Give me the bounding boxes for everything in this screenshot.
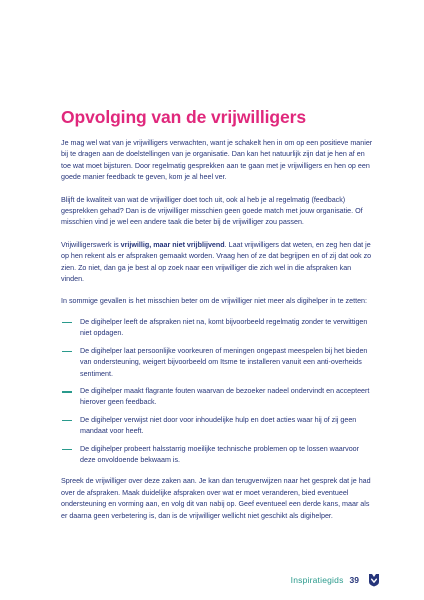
dash-bullet-icon <box>62 420 72 422</box>
list-item-text: De digihelper laat persoonlijke voorkeuren of meningen ongepast meespelen bij het bieden van ondersteuning, weigert bijvoorbeeld om Itsme te installeren vanuit een anti-overheids sentiment. <box>80 346 368 378</box>
brand-logo-icon <box>368 573 380 587</box>
list-item <box>61 444 375 467</box>
paragraph-voluntary-emphasis: vrijwillig, maar niet vrijblijvend <box>120 240 225 249</box>
page-title: Opvolging van de vrijwilligers <box>61 107 306 127</box>
document-body <box>61 106 375 533</box>
dash-bullet-icon <box>62 391 72 393</box>
paragraph-conclusion: Spreek de vrijwilliger over deze zaken aan. Je kan dan terugverwijzen naar het gesprek dat je had over de afspraken. Maak duidelijke afspraken over wat er moet veranderen, bied eventueel ondersteuning en vorming aan, en volg dit van nabij op. Geef eventueel een derde kans, maar als er daarna geen verbetering is, dan is de vrijwilliger wellicht niet geschikt als digihelper. <box>61 477 371 520</box>
paragraph-voluntary-post: . Laat vrijwilligers dat weten, en zeg hen dat je op hen rekent als er afspraken gemaakt worden. Vraag hen of ze dat begrijpen en of zij dat ook zo zien. Zo niet, dan ga je best al op zoek naar een vrijwilliger die zich wel in die afspraken kan vinden. <box>61 240 372 284</box>
paragraph-voluntary <box>61 240 375 286</box>
page-footer <box>291 572 380 588</box>
dash-bullet-icon <box>62 449 72 451</box>
list-item-text: De digihelper verwijst niet door voor inhoudelijke hulp en doet acties waar hij of zij geen mandaat voor heeft. <box>80 415 357 436</box>
footer-guide-label: Inspiratiegids <box>290 575 344 585</box>
bullet-list <box>61 317 375 466</box>
list-item-text: De digihelper probeert halsstarrig moeilijke technische problemen op te lossen waarvoor deze onvoldoende bekwaam is. <box>80 444 360 464</box>
paragraph-cases-intro: In sommige gevallen is het misschien beter om de vrijwilliger niet meer als digihelper in te zetten: <box>61 297 367 306</box>
list-item <box>61 415 375 438</box>
dash-bullet-icon <box>62 351 72 353</box>
paragraph-quality: Blijft de kwaliteit van wat de vrijwilliger doet toch uit, ook al heb je al regelmatig (feedback) gesprekken gehad? Dan is de vrijwilliger misschien geen goede match met jouw organisatie. Of misschien vind je wel een andere taak die beter bij de vrijwilliger zou passen. <box>61 195 363 227</box>
page-number: 39 <box>349 575 359 585</box>
list-item-text: De digihelper maakt flagrante fouten waarvan de bezoeker nadeel ondervindt en accepteert hierover geen feedback. <box>80 386 370 407</box>
paragraph-voluntary-pre: Vrijwilligerswerk is <box>61 240 121 249</box>
paragraph-intro: Je mag wel wat van je vrijwilligers verwachten, want je schakelt hen in om op een positieve manier bij te dragen aan de doelstellingen van je organisatie. Dan kan het natuurlijk zijn dat je hen af en toe wat moet bijsturen. Door regelmatig gesprekken aan te gaan met je vrijwilligers en hen op een goede manier feedback te geven, kom je al heel ver. <box>61 139 373 182</box>
list-item <box>61 386 375 409</box>
list-item <box>61 317 375 340</box>
list-item-text: De digihelper leeft de afspraken niet na, komt bijvoorbeeld regelmatig zonder te verwittigen niet opdagen. <box>80 317 368 338</box>
dash-bullet-icon <box>62 322 72 324</box>
list-item <box>61 346 375 380</box>
